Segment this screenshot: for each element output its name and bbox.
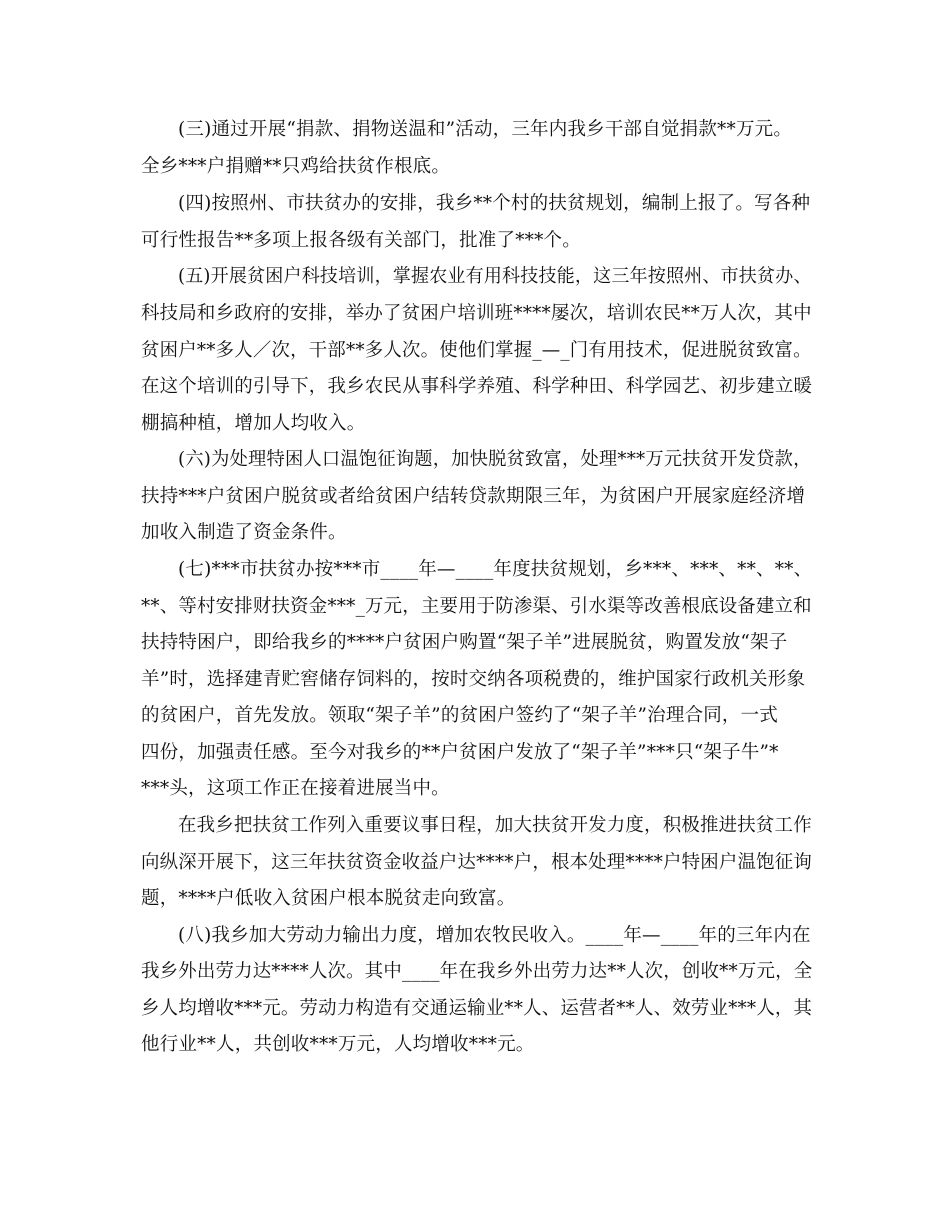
text-line: 在这个培训的引导下，我乡农民从事科学养殖、科学种田、科学园艺、初步建立暖 [141,376,813,397]
text-line: 题，****户低收入贫困户根本脱贫走向致富。 [141,888,516,909]
text-line: 扶持***户贫困户脱贫或者给贫困户结转贷款期限三年，为贫困户开展家庭经济增 [141,486,806,507]
text-line: 全乡***户捐赠**只鸡给扶贫作根底。 [141,156,451,177]
text-line: ***头，这项工作正在接着进展当中。 [141,778,450,799]
text-line: 他行业**人，共创收***万元，人均增收***元。 [141,1034,535,1055]
text-line: 扶持特困户，即给我乡的****户贫困户购置“架子羊”进展脱贫，购置发放“架子 [141,632,788,653]
text-line: **、等村安排财扶资金***_万元，主要用于防渗渠、引水渠等改善根底设备建立和 [141,596,812,617]
text-line: 科技局和乡政府的安排，举办了贫困户培训班****屡次，培训农民**万人次，其中 [141,303,812,324]
text-line: (八)我乡加大劳动力输出力度，增加农牧民收入。____年—____年的三年内在 [178,925,811,946]
text-line: 在我乡把扶贫工作列入重要议事日程，加大扶贫开发力度，积极推进扶贫工作 [178,815,812,836]
text-line: 可行性报告**多项上报各级有关部门，批准了***个。 [141,230,581,251]
text-line: (三)通过开展“捐款、捐物送温和”活动，三年内我乡干部自觉捐款**万元。 [178,119,793,140]
text-line: 羊”时，选择建青贮窖储存饲料的，按时交纳各项税费的，维护国家行政机关形象 [141,669,806,690]
text-line: (四)按照州、市扶贫办的安排，我乡**个村的扶贫规划，编制上报了。写各种 [178,193,811,214]
text-line: 四份，加强责任感。至今对我乡的**户贫困户发放了“架子羊”***只“架子牛”* [141,742,779,763]
text-line: 的贫困户，首先发放。领取“架子羊”的贫困户签约了“架子羊”治理合同，一式 [141,705,779,726]
text-line: 棚搞种植，增加人均收入。 [141,413,366,434]
text-line: 我乡外出劳力达****人次。其中____年在我乡外出劳力达**人次，创收**万元，全 [141,961,813,982]
text-line: (六)为处理特困人口温饱征询题，加快脱贫致富，处理***万元扶贫开发贷款， [178,449,812,470]
text-line: 乡人均增收***元。劳动力构造有交通运输业**人、运营者**人、效劳业***人，其 [141,998,813,1019]
text-line: 加收入制造了资金条件。 [141,522,347,543]
text-line: 向纵深开展下，这三年扶贫资金收益户达****户，根本处理****户特困户温饱征询 [141,852,812,873]
text-line: 贫困户**多人／次，干部**多人次。使他们掌握_—_门有用技术，促进脱贫致富。 [141,340,812,361]
text-line: (七)***市扶贫办按***市____年—____年度扶贫规划，乡***、***、**、**、 [178,559,813,580]
text-line: (五)开展贫困户科技培训，掌握农业有用科技技能，这三年按照州、市扶贫办、 [178,266,812,287]
